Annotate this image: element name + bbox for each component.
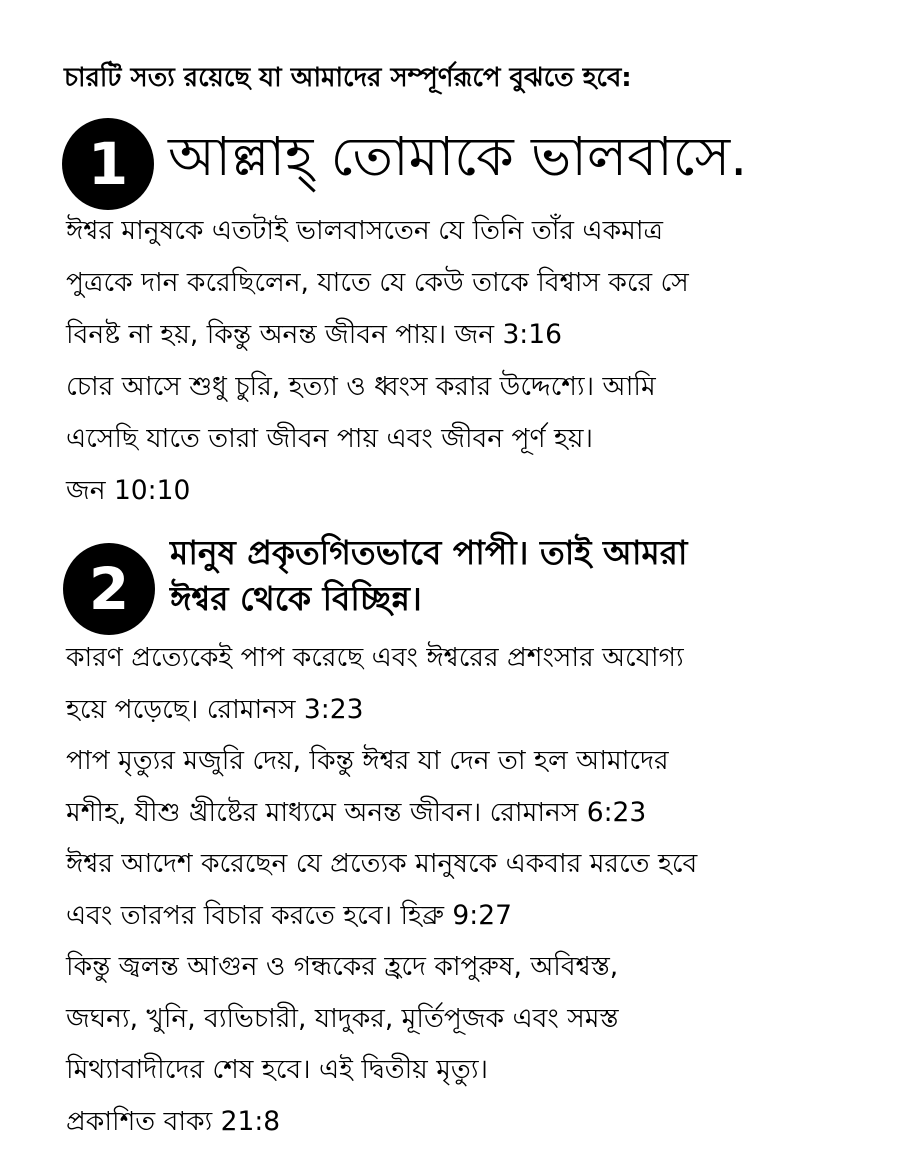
body-line: পাপ মৃত্যুর মজুরি দেয়, কিন্তু ঈশ্বর যা দেন তা হল আমাদের (66, 745, 669, 776)
section-2-number-badge: 2 (63, 543, 155, 635)
section-2-heading-line-2: ঈশ্বর থেকে বিচ্ছিন্ন। (170, 579, 422, 618)
section-2-heading (170, 530, 870, 622)
section-2-body (66, 632, 856, 1147)
body-line: জন 10:10 (66, 475, 191, 506)
body-line: বিনষ্ট না হয়, কিন্তু অনন্ত জীবন পায়। জন 3:16 (66, 319, 562, 350)
body-line: মিথ্যাবাদীদের শেষ হবে। এই দ্বিতীয় মৃত্যু। (66, 1054, 488, 1085)
body-line: এবং তারপর বিচার করতে হবে। হিব্রু 9:27 (66, 899, 512, 931)
body-line: পুত্রকে দান করেছিলেন, যাতে যে কেউ তাকে বিশ্বাস করে সে (66, 267, 689, 298)
section-1-heading: আল্লাহ্ তোমাকে ভালবাসে. (168, 125, 748, 188)
body-line: চোর আসে শুধু চুরি, হত্যা ও ধ্বংস করার উদ্দেশ্যে। আমি (66, 371, 656, 402)
body-line: ঈশ্বর মানুষকে এতটাই ভালবাসতেন যে তিনি তাঁর একমাত্র (66, 215, 663, 246)
body-line: এসেছি যাতে তারা জীবন পায় এবং জীবন পূর্ণ হয়। (66, 423, 593, 454)
section-2-heading-line-1: মানুষ প্রকৃতগিতভাবে পাপী। তাই আমরা (170, 533, 688, 572)
body-line: ঈশ্বর আদেশ করেছেন যে প্রত্যেক মানুষকে একবার মরতে হবে (66, 848, 698, 879)
section-1-number-badge: 1 (62, 118, 154, 210)
body-line: কিন্তু জ্বলন্ত আগুন ও গন্ধকের হ্রদে কাপুরুষ, অবিশ্বস্ত, (66, 951, 619, 982)
body-line: কারণ প্রত্যেকেই পাপ করেছে এবং ঈশ্বরের প্রশংসার অযোগ্য (66, 642, 684, 673)
body-line: মশীহ, যীশু খ্রীষ্টের মাধ্যমে অনন্ত জীবন। রোমানস 6:23 (66, 796, 647, 828)
body-line: হয়ে পড়েছে। রোমানস 3:23 (66, 693, 364, 725)
intro-heading: চারটি সত্য রয়েছে যা আমাদের সম্পূর্ণরূপে বুঝতে হবে: (64, 63, 632, 93)
section-1-body (66, 205, 856, 517)
body-line: প্রকাশিত বাক্য 21:8 (66, 1105, 281, 1137)
body-line: জঘন্য, খুনি, ব্যভিচারী, যাদুকর, মূর্তিপূজক এবং সমস্ত (66, 1002, 619, 1034)
